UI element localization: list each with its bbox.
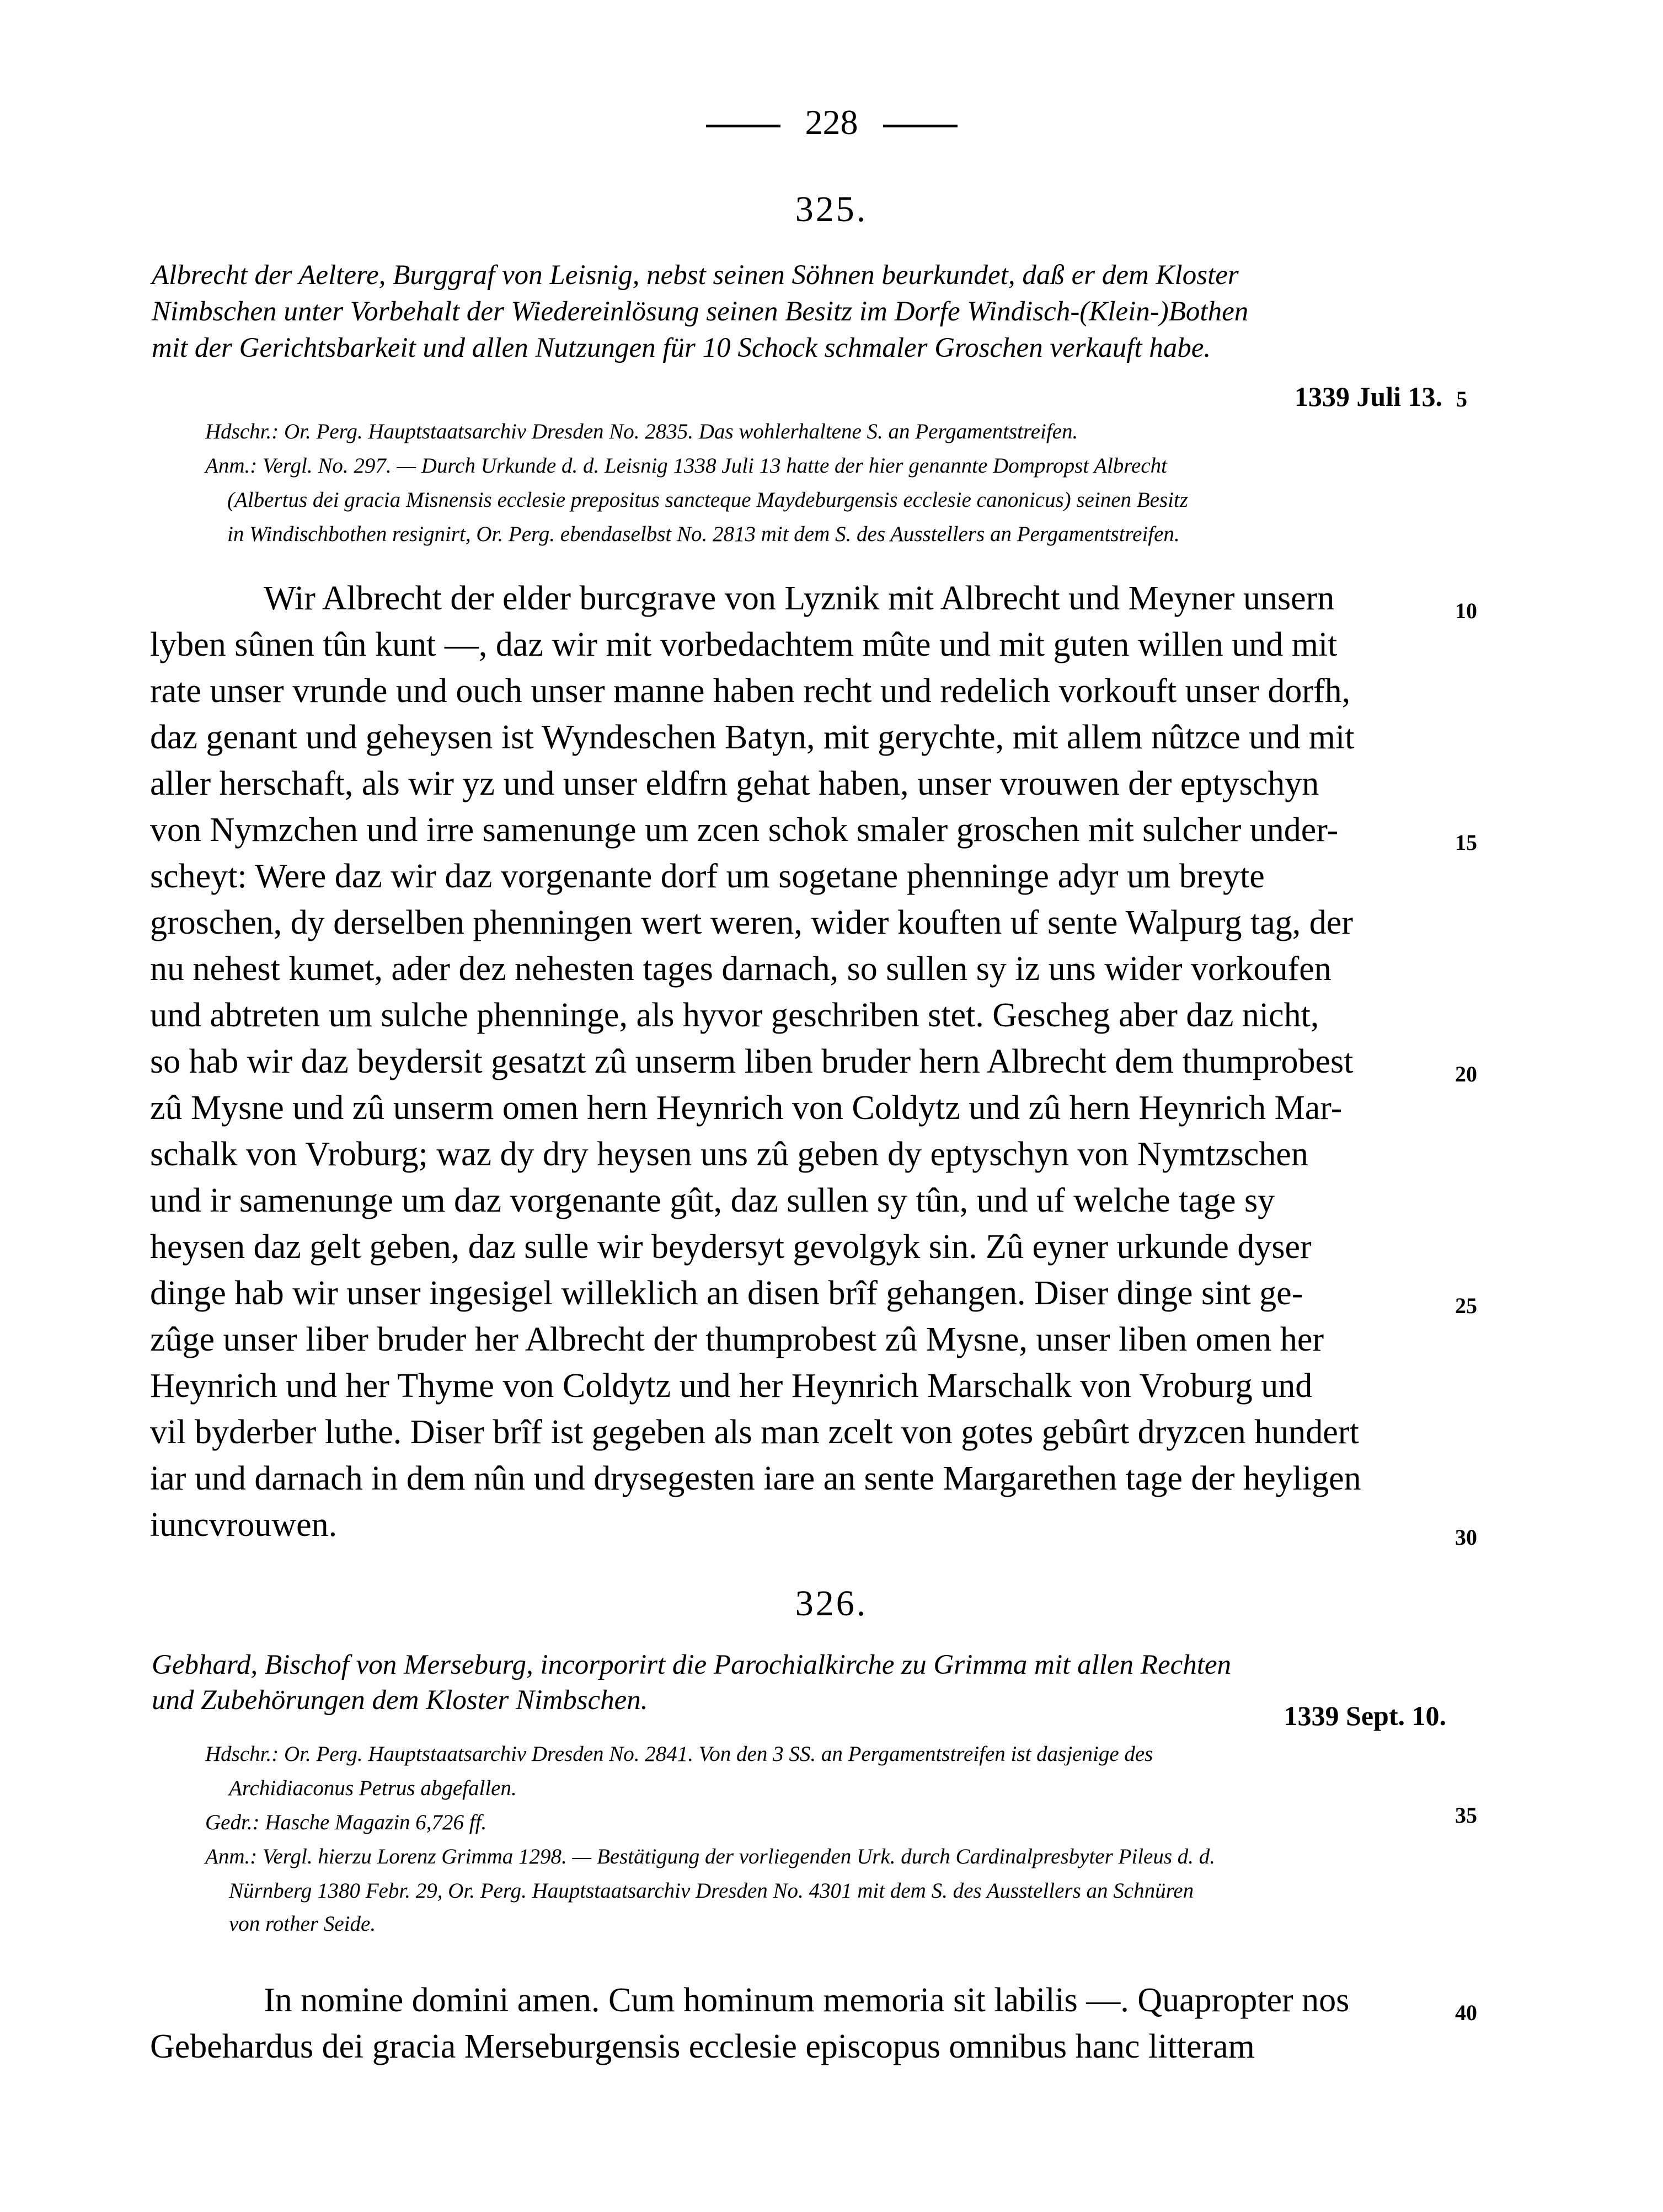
source-note: Archidiaconus Petrus abgefallen.: [229, 1776, 517, 1800]
source-note: Anm.: Vergl. hierzu Lorenz Grimma 1298. — Bestätigung der vorliegenden Urk. durch Cardinalpresbyter Pileus d. d.: [205, 1845, 1216, 1868]
line-number: 40: [1455, 2000, 1477, 2025]
text-line: nu nehest kumet, ader dez nehesten tages darnach, so sullen sy iz uns wider vorkoufen: [150, 950, 1332, 988]
text-line: heysen daz gelt geben, daz sulle wir beydersyt gevolgyk sin. Zû eyner urkunde dyser: [150, 1228, 1312, 1266]
text-line: dinge hab wir unser ingesigel willeklich an disen brîf gehangen. Diser dinge sint ge-: [150, 1274, 1303, 1312]
source-note: Hdschr.: Or. Perg. Hauptstaatsarchiv Dresden No. 2841. Von den 3 SS. an Pergamentstreifen ist dasjenige des: [205, 1742, 1153, 1766]
regest-line: Nimbschen unter Vorbehalt der Wiedereinlösung seinen Besitz im Dorfe Windisch-(Klein-)Bothen: [152, 296, 1249, 327]
source-note: Nürnberg 1380 Febr. 29, Or. Perg. Hauptstaatsarchiv Dresden No. 4301 mit dem S. des Ausstellers an Schnüren: [229, 1879, 1194, 1903]
line-number: 10: [1455, 598, 1477, 623]
line-number: 30: [1455, 1525, 1477, 1550]
text-line: vil byderber luthe. Diser brîf ist gegeben als man zcelt von gotes gebûrt dryzcen hundert: [150, 1413, 1359, 1451]
source-note: Hdschr.: Or. Perg. Hauptstaatsarchiv Dresden No. 2835. Das wohlerhaltene S. an Pergamentstreifen.: [205, 420, 1078, 443]
line-number: 35: [1455, 1803, 1477, 1828]
document-number: 325.: [795, 189, 868, 229]
page-header: [0, 102, 1663, 143]
header-rule-left: [706, 125, 780, 127]
text-line: und abtreten um sulche phenninge, als hyvor geschriben stet. Gescheg aber daz nicht,: [150, 997, 1319, 1034]
text-line: schalk von Vroburg; waz dy dry heysen uns zû geben dy eptyschyn von Nymtzschen: [150, 1136, 1308, 1173]
document-date: 1339 Sept. 10.: [1284, 1700, 1446, 1731]
text-line: groschen, dy derselben phenningen wert weren, wider kouften uf sente Walpurg tag, der: [150, 904, 1353, 941]
document-date: 1339 Juli 13.: [1294, 381, 1442, 412]
text-line: daz genant und geheysen ist Wyndeschen Batyn, mit gerychte, mit allem nûtzce und mit: [150, 719, 1355, 756]
text-line: aller herschaft, als wir yz und unser eldfrn gehat haben, unser vrouwen der eptyschyn: [150, 765, 1319, 802]
source-note: von rother Seide.: [229, 1912, 376, 1936]
text-line: In nomine domini amen. Cum hominum memoria sit labilis —. Quapropter nos: [264, 1981, 1350, 2019]
text-line: zû Mysne und zû unserm omen hern Heynrich von Coldytz und zû hern Heynrich Mar-: [150, 1089, 1343, 1127]
regest-line: Gebhard, Bischof von Merseburg, incorporirt die Parochialkirche zu Grimma mit allen Rechten: [152, 1649, 1232, 1680]
text-line: rate unser vrunde und ouch unser manne haben recht und redelich vorkouft unser dorfh,: [150, 672, 1351, 710]
text-line: Gebehardus dei gracia Merseburgensis ecclesie episcopus omnibus hanc litteram: [150, 2028, 1255, 2065]
text-line: von Nymzchen und irre samenunge um zcen schok smaler groschen mit sulcher under-: [150, 811, 1339, 849]
regest-line: und Zubehörungen dem Kloster Nimbschen.: [152, 1685, 648, 1716]
text-line: iar und darnach in dem nûn und drysegesten iare an sente Margarethen tage der heyligen: [150, 1460, 1361, 1497]
text-line: iuncvrouwen.: [150, 1506, 338, 1544]
text-line: lyben sûnen tûn kunt —, daz wir mit vorbedachtem mûte und mit guten willen und mit: [150, 626, 1338, 663]
line-number: 25: [1455, 1293, 1477, 1318]
regest-line: Albrecht der Aeltere, Burggraf von Leisnig, nebst seinen Söhnen beurkundet, daß er dem Kloster: [152, 260, 1239, 291]
text-line: Heynrich und her Thyme von Coldytz und her Heynrich Marschalk von Vroburg und: [150, 1367, 1313, 1405]
line-number: 15: [1455, 830, 1477, 855]
regest-line: mit der Gerichtsbarkeit und allen Nutzungen für 10 Schock schmaler Groschen verkauft habe.: [152, 333, 1211, 363]
source-note: Gedr.: Hasche Magazin 6,726 ff.: [205, 1811, 487, 1834]
header-rule-right: [883, 125, 958, 127]
source-note: in Windischbothen resignirt, Or. Perg. ebendaselbst No. 2813 mit dem S. des Ausstellers an Pergamentstreifen.: [227, 522, 1180, 546]
document-number: 326.: [795, 1583, 868, 1624]
source-note: (Albertus dei gracia Misnensis ecclesie prepositus sancteque Maydeburgensis ecclesie canonicus) seinen Besitz: [227, 488, 1188, 512]
text-line: scheyt: Were daz wir daz vorgenante dorf um sogetane phenninge adyr um breyte: [150, 858, 1265, 895]
page-number: 228: [805, 103, 858, 142]
text-line: Wir Albrecht der elder burcgrave von Lyznik mit Albrecht und Meyner unsern: [264, 580, 1335, 617]
source-note: Anm.: Vergl. No. 297. — Durch Urkunde d. d. Leisnig 1338 Juli 13 hatte der hier genannte Dompropst Albrecht: [205, 454, 1167, 478]
line-number: 20: [1455, 1062, 1477, 1086]
line-number: 5: [1456, 387, 1467, 411]
text-line: so hab wir daz beydersit gesatzt zû unserm liben bruder hern Albrecht dem thumprobest: [150, 1043, 1354, 1080]
text-line: und ir samenunge um daz vorgenante gût, daz sullen sy tûn, und uf welche tage sy: [150, 1182, 1275, 1219]
text-line: zûge unser liber bruder her Albrecht der thumprobest zû Mysne, unser liben omen her: [150, 1321, 1324, 1358]
